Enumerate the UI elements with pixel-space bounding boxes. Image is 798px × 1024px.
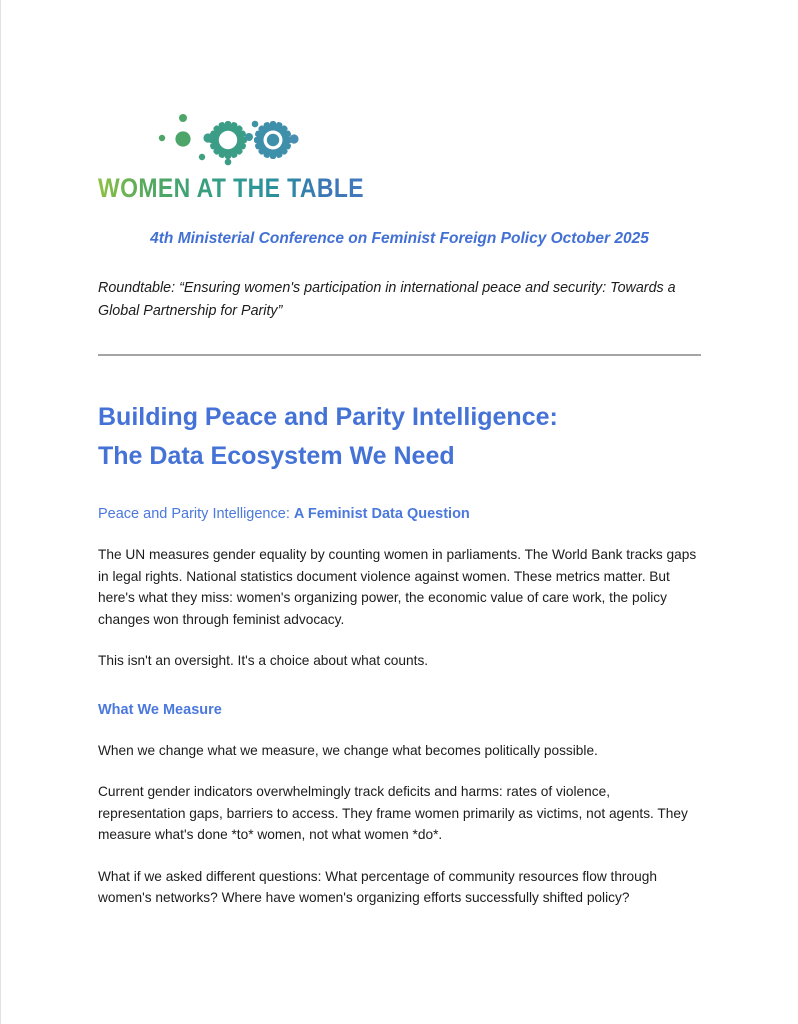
intro-section-heading xyxy=(98,504,701,524)
what-we-measure-heading: What We Measure xyxy=(98,701,222,718)
logo-block xyxy=(98,0,701,204)
paragraph-different-questions: What if we asked different questions: What percentage of community resources flow through women's networks? Where have women's organizing efforts successfully shifted policy? xyxy=(98,868,657,905)
article-title xyxy=(98,398,701,476)
horizontal-divider xyxy=(98,354,701,356)
paragraph-change-measure: When we change what we measure, we change what becomes politically possible. xyxy=(98,742,598,758)
article-title-line-1: Building Peace and Parity Intelligence: xyxy=(98,403,558,431)
logo-wordmark: WOMEN AT THE TABLE xyxy=(98,173,365,203)
intro-heading-prefix: Peace and Parity Intelligence: xyxy=(98,506,294,522)
intro-heading-bold: A Feminist Data Question xyxy=(293,506,470,522)
paragraph-un-measures: The UN measures gender equality by counting women in parliaments. The World Bank tracks gaps in legal rights. National statistics document violence against women. These metrics matter. But here's what they miss: women's organizing power, the economic value of care work, the policy changes won through feminist advocacy. xyxy=(98,547,697,627)
dots-and-gears-icon xyxy=(148,105,318,169)
paragraph-current-indicators: Current gender indicators overwhelmingly track deficits and harms: rates of violence, representation gaps, barriers to access. They frame women primarily as victims, not agents. They measure what's done *to* women, not what women *do*. xyxy=(98,784,688,842)
article-title-line-2: The Data Ecosystem We Need xyxy=(98,442,455,470)
conference-title: 4th Ministerial Conference on Feminist Foreign Policy October 2025 xyxy=(150,230,649,247)
roundtable-subtitle: Roundtable: “Ensuring women's participation in international peace and security: Towards a Global Partnership for Parity” xyxy=(98,280,676,319)
paragraph-not-oversight: This isn't an oversight. It's a choice about what counts. xyxy=(98,653,429,668)
